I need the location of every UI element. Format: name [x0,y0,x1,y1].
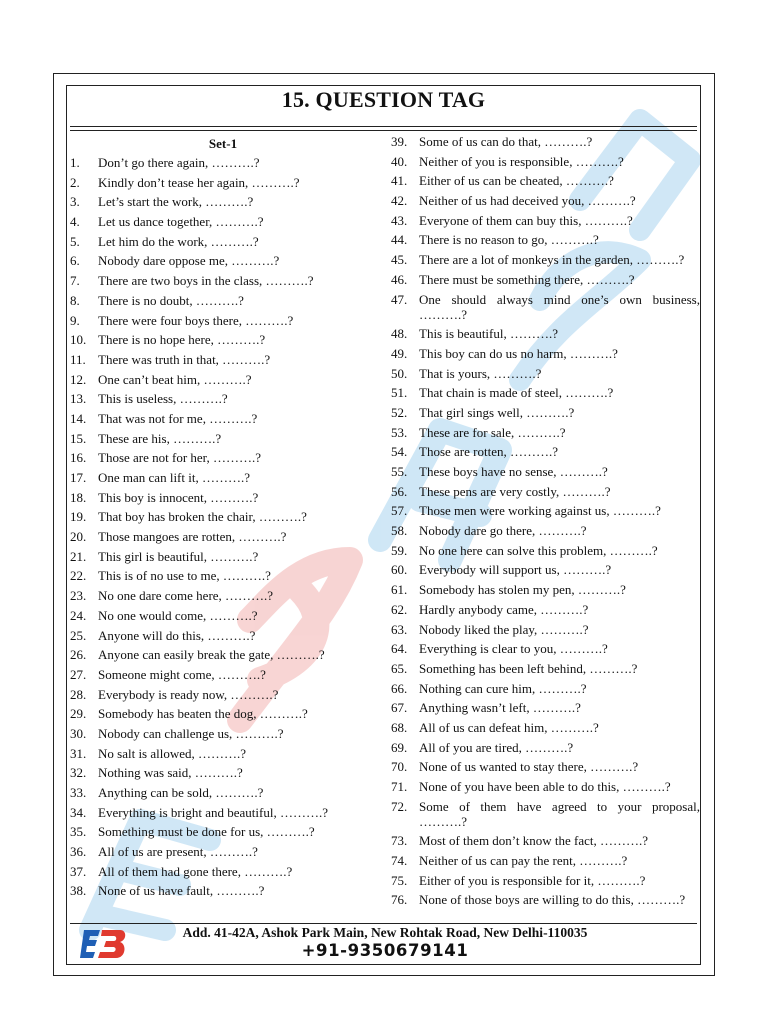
question-text: None of you have been able to do this, ……….? [419,779,671,794]
question-item [391,213,700,228]
question-number: 28. [70,686,87,702]
question-item [391,425,700,440]
question-number: 36. [70,844,87,860]
set-label: Set-1 [208,136,238,151]
question-number: 9. [70,312,80,328]
question-number: 71. [391,779,408,794]
question-number: 21. [70,548,87,564]
question-number: 49. [391,345,408,361]
question-item [391,366,700,381]
question-text: Everybody is ready now, ……….? [98,686,279,702]
question-text: These are for sale, ……….? [419,424,566,440]
question-item [391,833,700,848]
question-text: All of you are tired, ……….? [419,739,574,755]
question-item [391,759,700,774]
question-number: 68. [391,719,408,735]
question-text: Let’s start the work, ……….? [98,194,254,210]
question-item [391,661,700,676]
question-number: 3. [70,194,80,210]
question-item [70,706,376,721]
question-text: Don’t go there again, ……….? [98,155,260,170]
question-item [70,253,376,268]
question-text: These are his, ……….? [98,430,222,446]
question-item [391,405,700,420]
question-number: 14. [70,410,87,426]
question-item [391,484,700,499]
question-item [70,549,376,564]
question-number: 45. [391,252,408,268]
question-number: 2. [70,174,80,190]
question-number: 33. [70,785,87,800]
question-item [391,272,700,287]
question-number: 30. [70,725,87,741]
question-number: 54. [391,444,408,460]
question-number: 17. [70,470,87,485]
question-text: All of them had gone there, ……….? [98,863,293,879]
question-number: 62. [391,601,408,617]
question-number: 7. [70,273,80,289]
question-number: 63. [391,621,408,637]
question-item [70,194,376,209]
question-item [70,470,376,485]
question-text: Nothing can cure him, ……….? [419,680,587,696]
question-number: 52. [391,404,408,420]
question-item [70,726,376,741]
question-number: 67. [391,700,408,716]
question-item [70,293,376,308]
question-item [391,720,700,735]
question-text: There are two boys in the class, ……….? [98,273,314,289]
question-number: 51. [391,385,408,401]
question-text: Anyone can easily break the gate, ……….? [98,647,325,663]
question-text: Nobody dare go there, ……….? [419,523,587,539]
question-number: 53. [391,424,408,440]
question-text: That boy has broken the chair, ……….? [98,509,307,525]
question-item [391,503,700,518]
question-text: That chain is made of steel, ……….? [419,385,614,401]
question-number: 42. [391,193,408,209]
question-text: This girl is beautiful, ……….? [98,548,259,564]
question-text: Everyone of them can buy this, ……….? [419,212,633,228]
question-item [391,779,700,794]
question-item [70,352,376,367]
question-item [391,292,700,322]
question-item [70,588,376,603]
question-text: Some of us can do that, ……….? [419,134,593,149]
question-item [70,155,376,170]
question-number: 32. [70,765,87,781]
question-item [391,873,700,888]
question-item [391,154,700,169]
question-number: 24. [70,607,87,623]
question-number: 8. [70,292,80,308]
question-text: There were four boys there, ……….? [98,312,294,328]
question-text: Let us dance together, ……….? [98,214,264,230]
question-number: 73. [391,833,408,849]
question-number: 6. [70,253,80,269]
question-item [70,411,376,426]
question-text: Nothing was said, ……….? [98,765,243,781]
question-item [70,765,376,780]
question-text: Let him do the work, ……….? [98,233,259,249]
question-text: No one would come, ……….? [98,607,258,623]
question-number: 41. [391,173,408,189]
question-item [70,647,376,662]
question-number: 39. [391,134,408,149]
question-text: None of us wanted to stay there, ……….? [419,759,639,775]
question-number: 37. [70,863,87,879]
question-item [391,681,700,696]
question-item [70,175,376,190]
question-item [391,740,700,755]
question-text: Those are rotten, ……….? [419,444,558,460]
question-text: There must be something there, ……….? [419,271,635,287]
question-number: 74. [391,853,408,869]
question-text: There is no doubt, ……….? [98,292,244,308]
question-item [391,385,700,400]
question-item [70,490,376,505]
question-item [70,805,376,820]
question-item [391,444,700,459]
question-text: Something has been left behind, ……….? [419,660,638,676]
question-number: 10. [70,332,87,348]
question-text: That girl sings well, ……….? [419,404,575,420]
question-number: 29. [70,706,87,722]
footer-rule [70,923,697,924]
question-item [391,602,700,617]
question-text: None of those boys are willing to do this, ……….? [419,892,686,908]
question-text: Anything wasn’t left, ……….? [419,700,581,716]
title-rule-thin [70,130,697,131]
question-number: 50. [391,365,408,381]
question-text: Some of them have agreed to your proposal, ……….? [419,798,700,829]
question-item [391,799,700,829]
question-number: 40. [391,153,408,169]
title-rule-thick [70,126,697,127]
question-text: Kindly don’t tease her again, ……….? [98,174,300,190]
institute-address: Add. 41-42A, Ashok Park Main, New Rohtak Road, New Delhi-110035 [182,925,588,940]
question-text: Anyone will do this, ……….? [98,627,256,643]
question-text: These boys have no sense, ……….? [419,464,608,479]
question-item [391,346,700,361]
question-number: 34. [70,804,87,820]
question-number: 31. [70,745,87,761]
question-number: 5. [70,233,80,249]
question-item [391,326,700,341]
question-item [70,529,376,544]
question-number: 46. [391,271,408,287]
question-number: 56. [391,483,408,499]
question-item [391,641,700,656]
left-question-column [70,155,376,903]
question-item [391,193,700,208]
question-text: All of us can defeat him, ……….? [419,719,599,735]
question-number: 59. [391,542,408,558]
question-item [70,234,376,249]
institute-phone: +91-9350679141 [301,941,469,960]
question-number: 11. [70,351,86,367]
question-item [391,562,700,577]
question-number: 13. [70,391,87,407]
question-text: That was not for me, ……….? [98,410,258,426]
question-number: 22. [70,568,87,584]
question-number: 61. [391,582,408,598]
question-number: 60. [391,562,408,578]
question-text: These pens are very costly, ……….? [419,483,611,499]
question-number: 69. [391,739,408,755]
question-text: This is beautiful, ……….? [419,326,559,342]
question-number: 15. [70,430,87,446]
question-item [391,134,700,149]
question-text: Hardly anybody came, ……….? [419,601,589,617]
question-item [70,864,376,879]
question-text: This boy can do us no harm, ……….? [419,345,618,361]
question-text: There are a lot of monkeys in the garden, ……….? [419,252,685,268]
question-text: No one dare come here, ……….? [98,588,274,604]
question-number: 72. [391,798,408,814]
question-text: Somebody has beaten the dog, ……….? [98,706,308,722]
question-text: Nobody dare oppose me, ……….? [98,253,280,269]
question-text: None of us have fault, ……….? [98,883,265,899]
question-item [391,232,700,247]
question-text: Something must be done for us, ……….? [98,824,315,840]
question-number: 4. [70,214,80,230]
question-text: That is yours, ……….? [419,365,542,381]
question-number: 12. [70,371,87,387]
question-number: 48. [391,326,408,342]
question-item [70,273,376,288]
question-text: Those are not for her, ……….? [98,450,262,466]
question-item [70,883,376,898]
question-number: 38. [70,883,87,899]
question-item [70,667,376,682]
question-item [70,628,376,643]
question-number: 18. [70,489,87,505]
question-number: 20. [70,529,87,545]
question-text: Neither of us can pay the rent, ……….? [419,853,628,869]
question-item [70,785,376,800]
question-text: This is of no use to me, ……….? [98,568,271,584]
question-number: 27. [70,666,87,682]
question-number: 25. [70,627,87,643]
question-item [70,332,376,347]
question-number: 1. [70,155,80,170]
question-item [391,543,700,558]
question-item [70,214,376,229]
question-number: 70. [391,759,408,775]
question-number: 35. [70,824,87,840]
question-number: 66. [391,680,408,696]
question-text: Nobody liked the play, ……….? [419,621,589,637]
question-number: 19. [70,509,87,525]
question-text: Nobody can challenge us, ……….? [98,725,284,741]
question-item [70,313,376,328]
question-text: Those men were working against us, ……….? [419,503,661,519]
question-item [70,450,376,465]
question-item [70,509,376,524]
question-number: 47. [391,291,408,307]
question-item [70,746,376,761]
question-text: One man can lift it, ……….? [98,470,250,485]
page-title: 15. QUESTION TAG [281,87,486,112]
question-text: This boy is innocent, ……….? [98,489,259,505]
question-text: There is no hope here, ……….? [98,332,266,348]
question-item [391,622,700,637]
question-number: 76. [391,892,408,908]
question-number: 16. [70,450,87,466]
question-text: Somebody has stolen my pen, ……….? [419,582,626,598]
question-number: 44. [391,232,408,248]
question-text: Someone might come, ……….? [98,666,266,682]
question-text: This is useless, ……….? [98,391,228,407]
question-text: No one here can solve this problem, ……….? [419,542,658,558]
question-item [391,173,700,188]
question-item [70,391,376,406]
question-text: Anything can be sold, ……….? [98,785,264,800]
right-question-column [391,134,700,912]
question-number: 23. [70,588,87,604]
question-item [70,568,376,583]
question-number: 75. [391,872,408,888]
question-item [70,608,376,623]
question-item [70,372,376,387]
question-item [70,844,376,859]
question-number: 57. [391,503,408,519]
question-item [391,582,700,597]
question-item [391,700,700,715]
question-item [391,252,700,267]
question-text: Either of us can be cheated, ……….? [419,173,614,189]
question-number: 26. [70,647,87,663]
question-item [70,687,376,702]
question-number: 43. [391,212,408,228]
question-item [391,892,700,907]
question-item [70,431,376,446]
question-text: Those mangoes are rotten, ……….? [98,529,287,545]
question-text: Most of them don’t know the fact, ……….? [419,833,649,849]
question-text: Neither of us had deceived you, ……….? [419,193,636,209]
question-text: There is no reason to go, ……….? [419,232,599,248]
question-text: Everything is bright and beautiful, ……….? [98,804,328,820]
question-item [391,523,700,538]
question-text: Neither of you is responsible, ……….? [419,153,624,169]
question-number: 58. [391,523,408,539]
question-item [70,824,376,839]
question-text: One should always mind one’s own business, ……….? [419,291,700,322]
question-text: Either of you is responsible for it, ……….? [419,872,646,888]
question-text: One can’t beat him, ……….? [98,371,252,387]
question-number: 64. [391,641,408,657]
question-item [391,464,700,479]
question-number: 65. [391,660,408,676]
question-text: Everything is clear to you, ……….? [419,641,608,657]
question-text: There was truth in that, ……….? [98,351,271,367]
e3-logo-icon [80,926,128,962]
question-text: All of us are present, ……….? [98,844,258,860]
question-item [391,853,700,868]
question-number: 55. [391,464,408,479]
question-text: No salt is allowed, ……….? [98,745,247,761]
question-text: Everybody will support us, ……….? [419,562,612,578]
